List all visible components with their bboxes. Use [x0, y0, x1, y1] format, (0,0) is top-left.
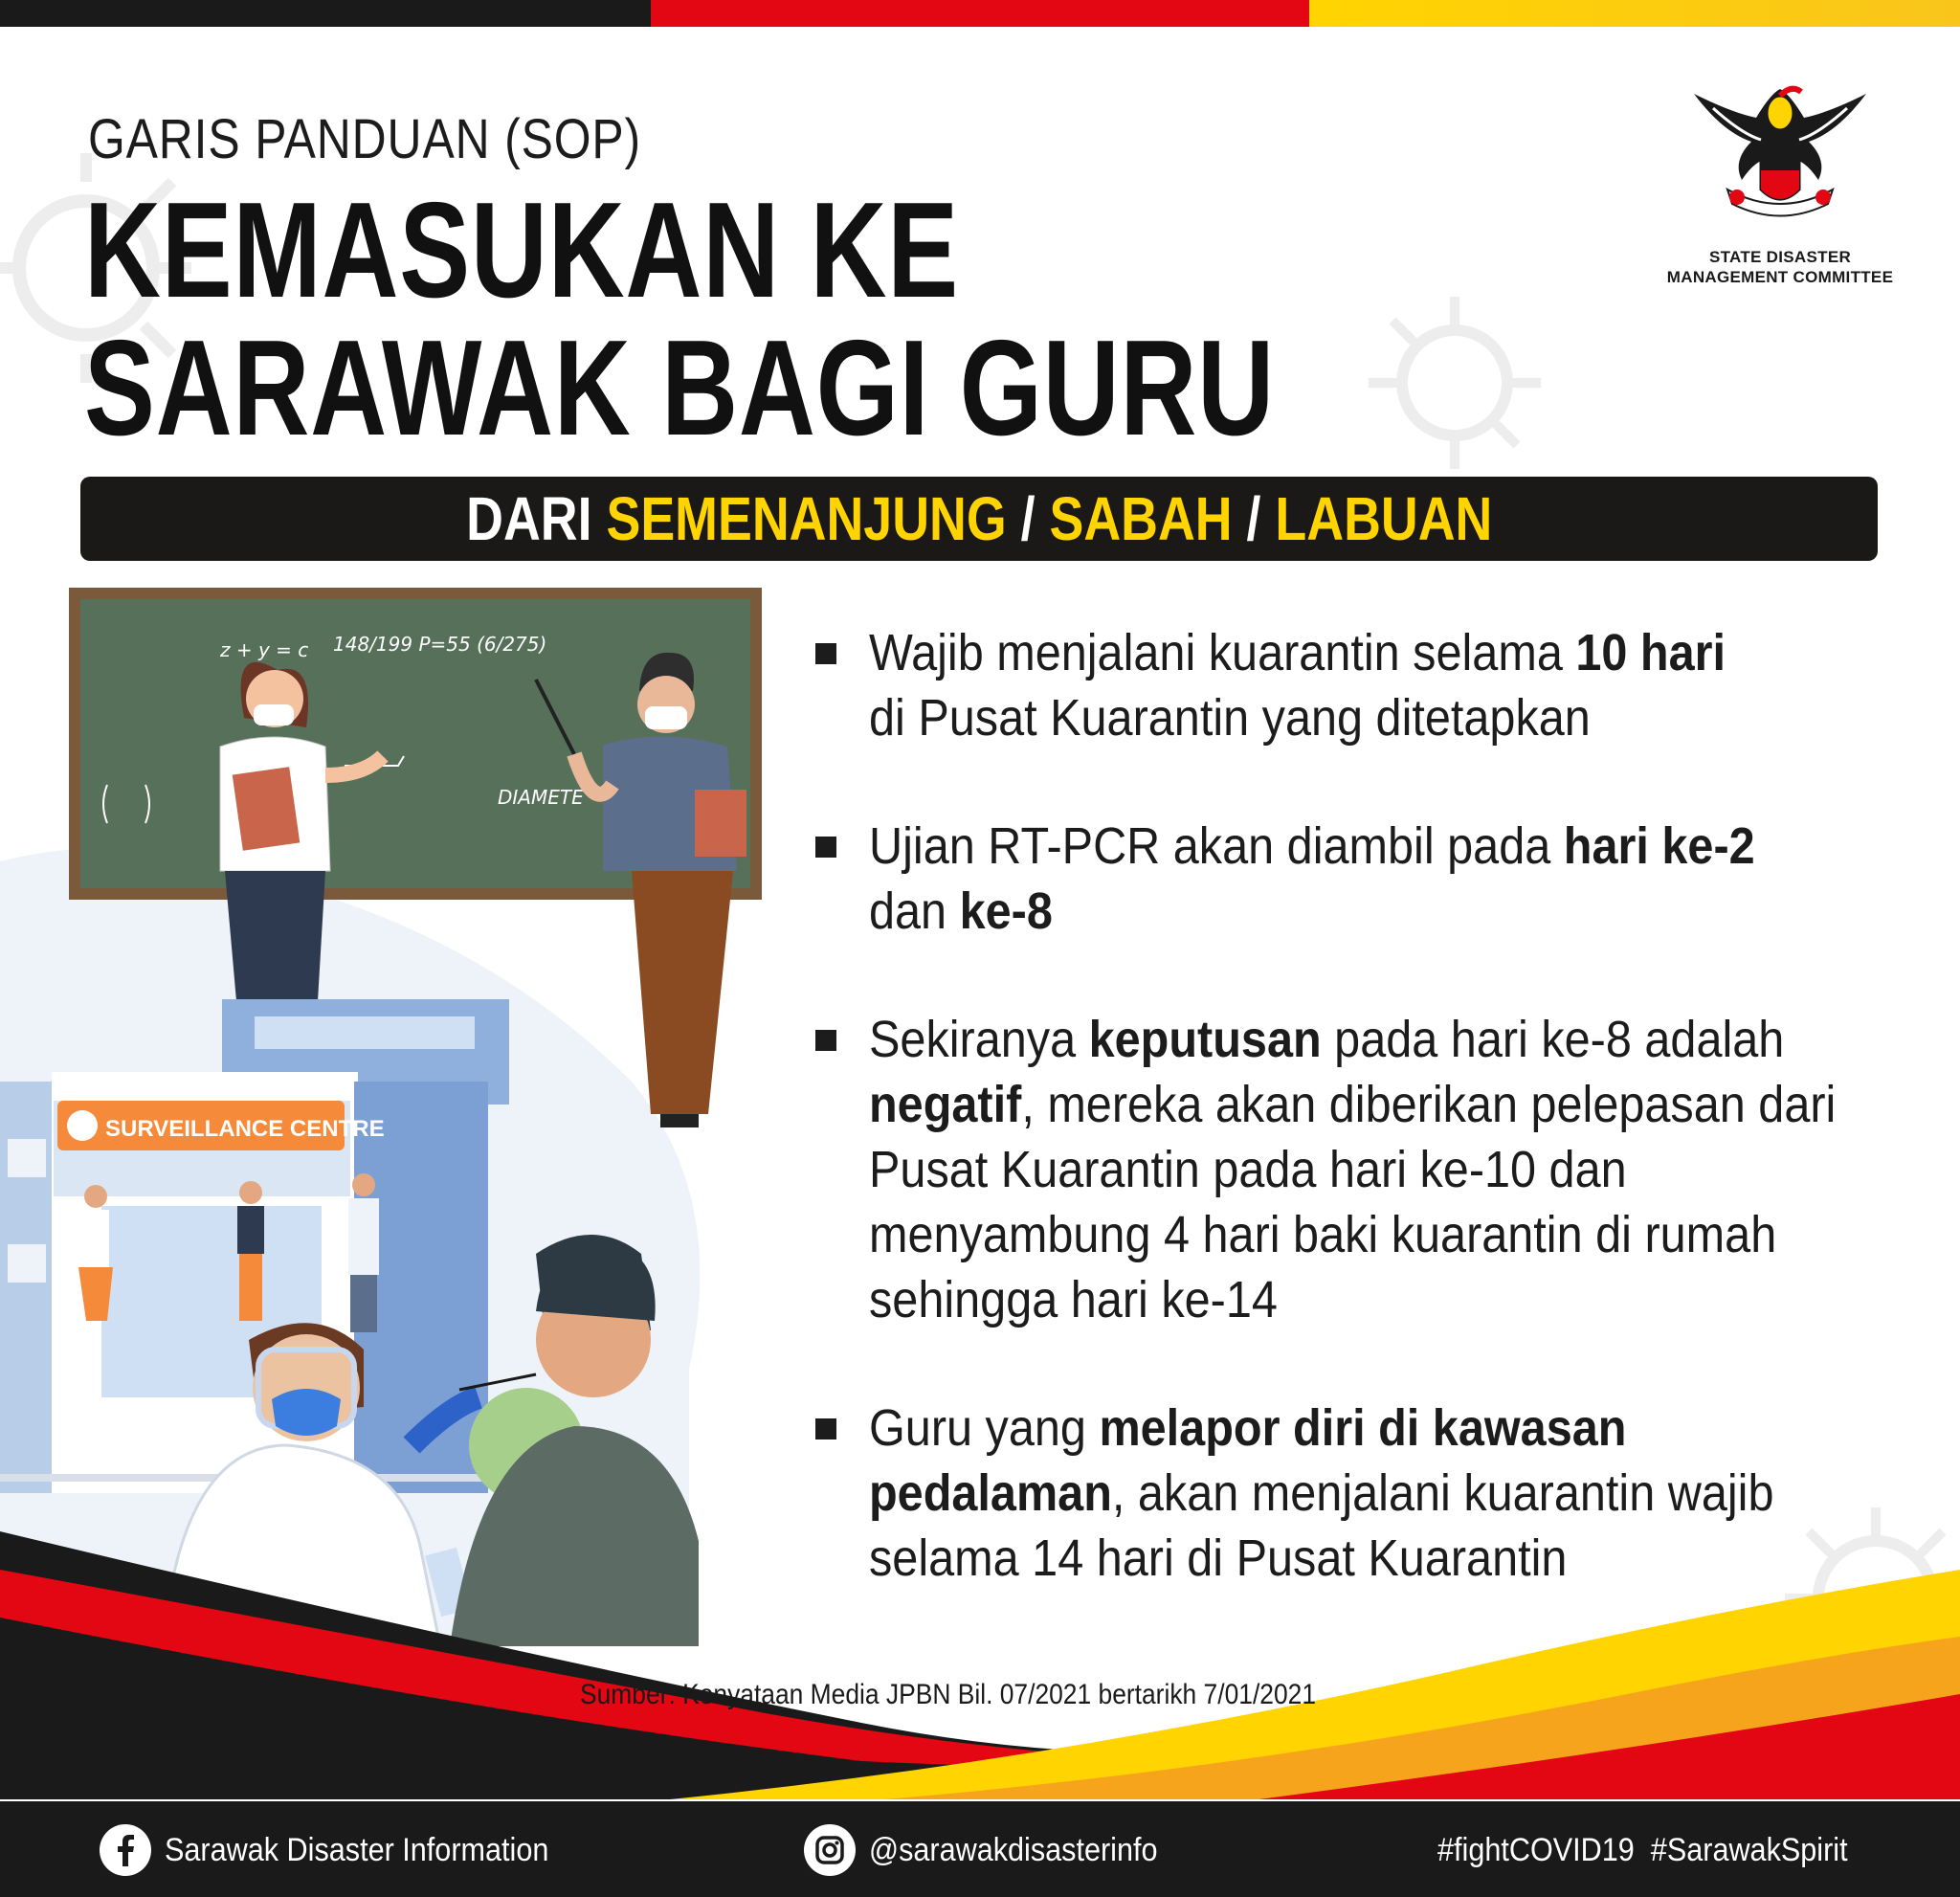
- footer-bar: [0, 1801, 1960, 1897]
- hornbill-crest-icon: [1684, 75, 1876, 237]
- stripe-yellow: [1309, 0, 1960, 27]
- instagram-icon: [804, 1824, 856, 1876]
- stripe-black: [0, 0, 651, 27]
- origin-banner: [80, 477, 1878, 561]
- bullet-square-icon: [815, 1418, 836, 1439]
- guideline-list: [815, 620, 1887, 1654]
- instagram-link[interactable]: [804, 1824, 1190, 1876]
- virus-decoration-icon: [1359, 287, 1550, 479]
- logo-line-2: MANAGEMENT COMMITTEE: [1666, 268, 1894, 286]
- page-title: [84, 174, 1275, 464]
- hashtags-label: #fightCOVID19 #SarawakSpirit: [1437, 1831, 1848, 1868]
- guideline-item: Wajib menjalani kuarantin selama 10 hari di Pusat Kuarantin yang ditetapkan: [815, 620, 1887, 750]
- state-crest-logo: [1665, 75, 1895, 324]
- facebook-link[interactable]: [100, 1824, 591, 1876]
- logo-line-1: STATE DISASTER: [1708, 248, 1852, 266]
- stripe-red: [651, 0, 1309, 27]
- guideline-item: Guru yang melapor diri di kawasan pedalaman, akan menjalani kuarantin wajib selama 14 hari di Pusat Kuarantin: [815, 1395, 1887, 1591]
- bottom-color-swoosh: [0, 1531, 1960, 1799]
- guideline-item: Sekiranya keputusan pada hari ke-8 adalah negatif, mereka akan diberikan pelepasan dari Pusat Kuarantin pada hari ke-10 dan menyambung 4 hari baki kuarantin di rumah sehingga hari ke-14: [815, 1007, 1887, 1332]
- bullet-square-icon: [815, 1030, 836, 1051]
- guideline-item: Ujian RT-PCR akan diambil pada hari ke-2 dan ke-8: [815, 814, 1887, 944]
- logo-caption: [1665, 247, 1895, 287]
- banner-prefix: DARI: [465, 484, 592, 553]
- board-formula: 148/199 P=55 (6/275): [333, 633, 547, 656]
- page-subtitle: GARIS PANDUAN (SOP): [88, 108, 642, 170]
- hashtags: [1437, 1824, 1893, 1876]
- banner-separator: /: [1020, 484, 1036, 553]
- facebook-label: Sarawak Disaster Information: [165, 1831, 549, 1868]
- title-line-1: KEMASUKAN KE: [84, 174, 959, 326]
- source-note: Sumber: Kenyataan Media JPBN Bil. 07/2021 bertarikh 7/01/2021: [580, 1679, 1317, 1710]
- banner-place-labuan: LABUAN: [1275, 484, 1493, 553]
- title-line-2: SARAWAK BAGI GURU: [84, 312, 1275, 464]
- instagram-label: @sarawakdisasterinfo: [869, 1831, 1158, 1868]
- banner-place-sabah: SABAH: [1049, 484, 1233, 553]
- board-formula: DIAMETE: [498, 786, 584, 809]
- top-color-stripe: [0, 0, 1960, 27]
- banner-separator: /: [1246, 484, 1261, 553]
- board-formula: z + y = c: [220, 638, 309, 661]
- surveillance-centre-label: SURVEILLANCE CENTRE: [105, 1116, 385, 1142]
- banner-place-semenanjung: SEMENANJUNG: [606, 484, 1007, 553]
- teachers-and-testing-illustration: [0, 584, 766, 1646]
- bullet-square-icon: [815, 643, 836, 664]
- facebook-icon: [100, 1824, 151, 1876]
- bullet-square-icon: [815, 837, 836, 858]
